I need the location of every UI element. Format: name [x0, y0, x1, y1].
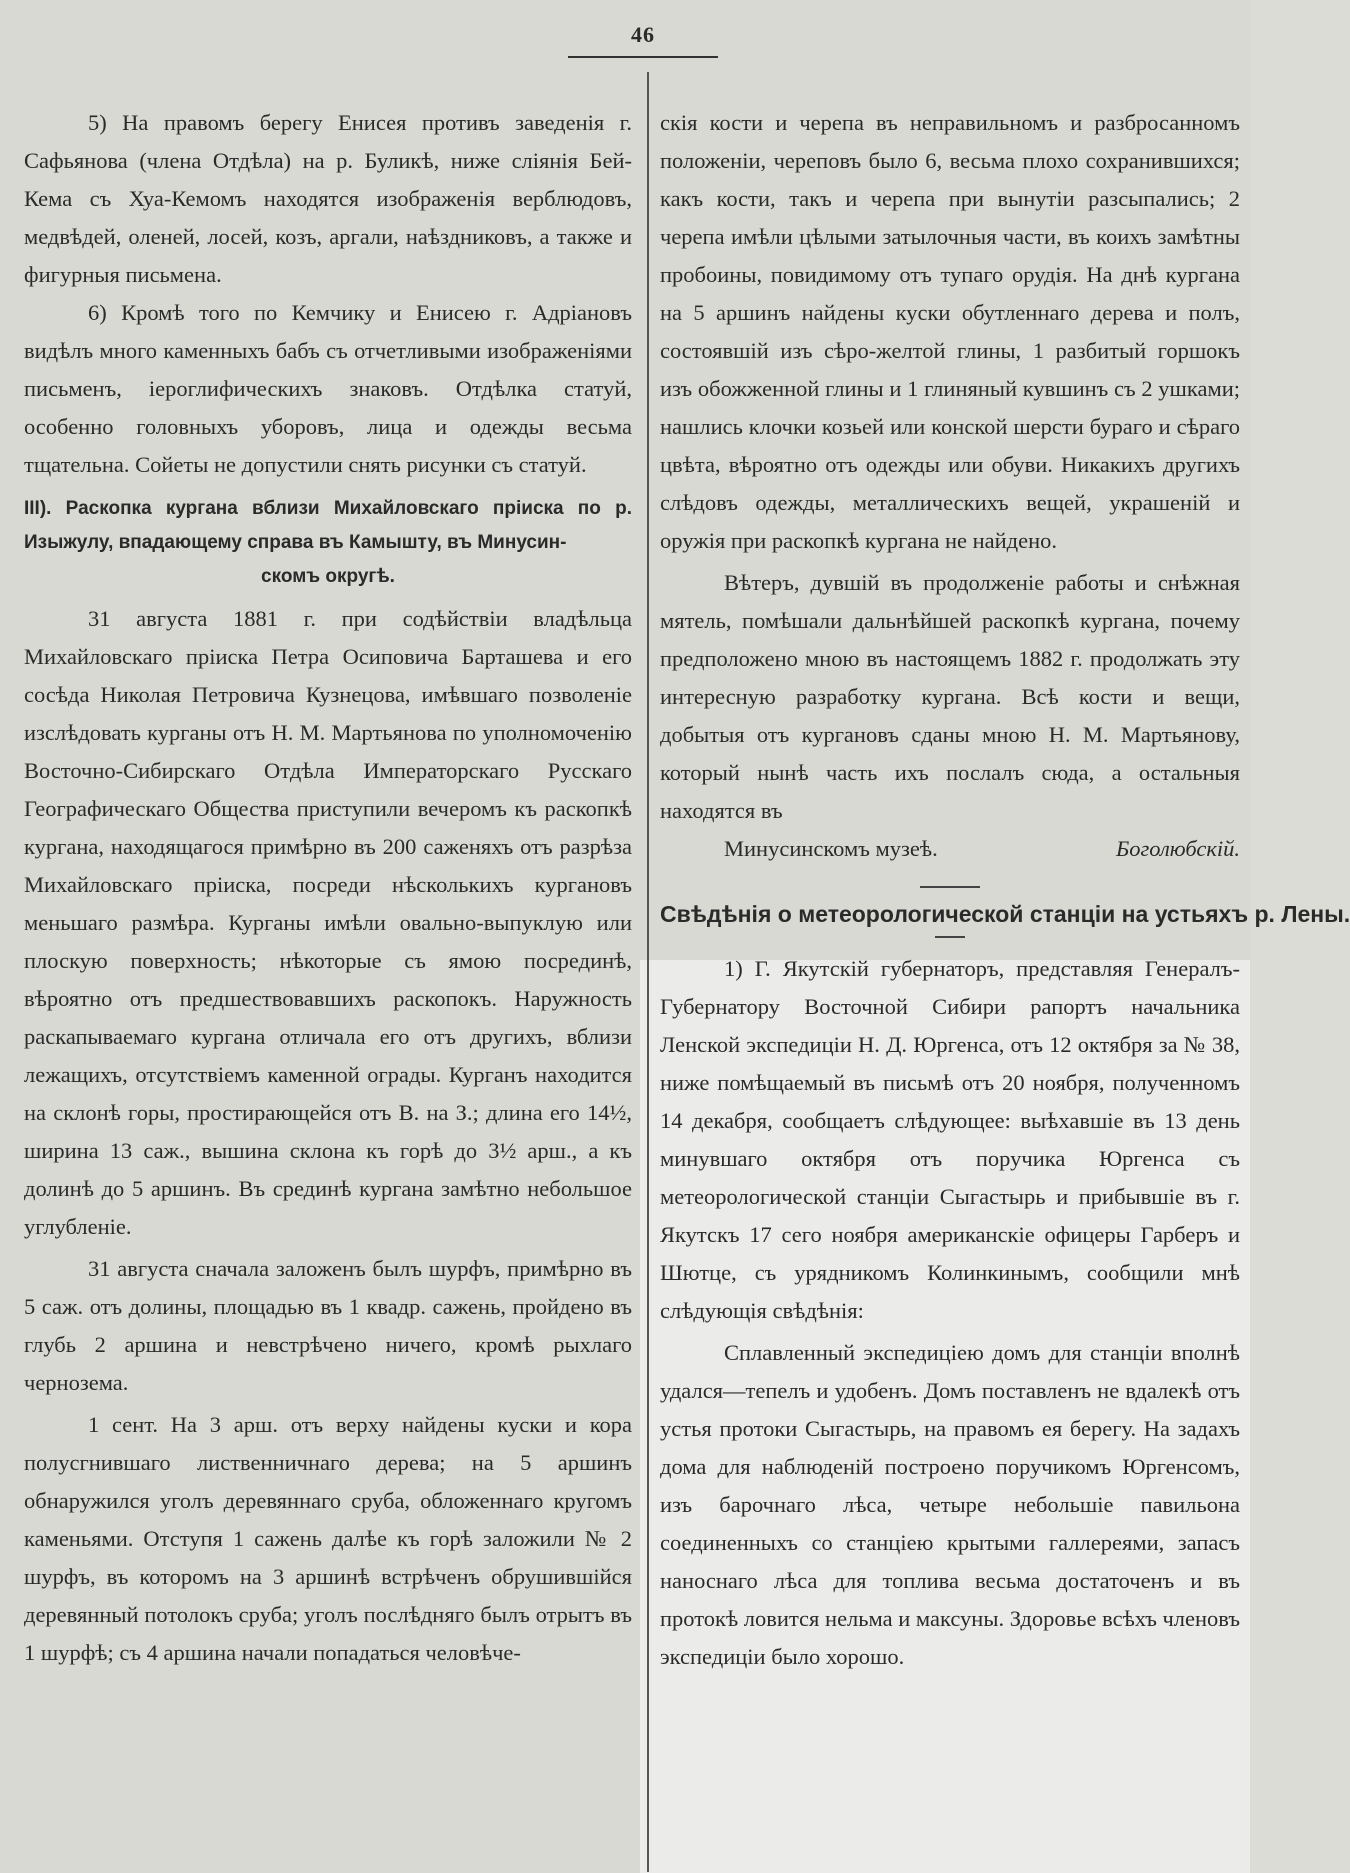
left-paragraph-5: 1 сент. На 3 арш. отъ верху найдены куски и кора полусгнившаго лиственничнаго дерева; на 5 аршинъ обнаружился уголъ деревяннаго сруба, обложеннаго кругомъ каменьями. Отступя 1 сажень далѣе къ горѣ заложили № 2 шурфъ, въ которомъ на 3 аршинѣ встрѣченъ обрушившійся деревянный потолокъ сруба; уголъ послѣдняго былъ отрытъ въ 1 шурфѣ; съ 4 аршина начали попадаться человѣче-: [24, 1412, 632, 1665]
left-paragraph-1: 5) На правомъ берегу Енисея противъ заведенія г. Сафьянова (члена Отдѣла) на р. Буликѣ, ниже сліянія Бей-Кема съ Хуа-Кемомъ находятся изображенія верблюдовъ, медвѣдей, оленей, лосей, козъ, аргали, наѣздниковъ, а также и фигурныя письмена.: [24, 110, 632, 287]
excavation-heading-tail: скомъ округѣ.: [261, 566, 395, 587]
left-paragraph-2: 6) Кромѣ того по Кемчику и Енисею г. Адріановъ видѣлъ много каменныхъ бабъ съ отчетливыми изображеніями письменъ, іероглифическихъ знаковъ. Отдѣлка статуй, особенно головныхъ уборовъ, лица и одежды весьма тщательна. Сойеты не допустили снять рисунки съ статуй.: [24, 300, 632, 477]
left-paragraph-4: 31 августа сначала заложенъ былъ шурфъ, примѣрно въ 5 саж. отъ долины, площадью въ 1 квадр. сажень, пройдено въ глубь 2 аршина и невстрѣчено ничего, кромѣ рыхлаго чернозема.: [24, 1256, 632, 1395]
museum-line: Минусинскомъ музеѣ.: [724, 836, 938, 861]
section-rule: [920, 886, 980, 888]
left-column: [24, 104, 632, 1672]
signature-line: [660, 830, 1240, 868]
author-signature: Боголюбскій.: [1115, 836, 1240, 861]
page-number: 46: [631, 22, 655, 47]
meteorological-heading: Свѣдѣнія о метеорологической станціи на устьяхъ р. Лены.: [660, 901, 1350, 927]
right-paragraph-3: 1) Г. Якутскій губернаторъ, представляя Генералъ-Губернатору Восточной Сибири рапортъ начальника Ленской экспедиціи Н. Д. Юргенса, отъ 12 октября за № 38, ниже помѣщаемый въ письмѣ отъ 20 ноября, полученномъ 14 декабря, сообщаетъ слѣдующее: выѣхавшіе въ 13 день минувшаго октября отъ поручика Юргенса съ метеорологической станціи Сыгастырь и прибывшіе въ г. Якутскъ 17 сего ноября американскіе офицеры Гарберъ и Шютце, съ урядникомъ Колинкинымъ, сообщили мнѣ слѣдующія свѣдѣнія:: [660, 956, 1240, 1323]
column-divider: [647, 72, 649, 1872]
page-number-rule: [568, 56, 718, 58]
right-paragraph-4: Сплавленный экспедиціею домъ для станціи вполнѣ удался—тепелъ и удобенъ. Домъ поставленъ не вдалекѣ отъ устья протоки Сыгастырь, на правомъ ея берегу. На задахъ дома для наблюденій построено поручикомъ Юргенсомъ, изъ барочнаго лѣса, четыре небольшіе павильона соединенныхъ со станціею крытыми галлереями, запасъ наноснаго лѣса для топлива весьма достаточенъ и въ протокѣ ловится нельма и максуны. Здоровье всѣхъ членовъ экспедиціи было хорошо.: [660, 1340, 1240, 1669]
excavation-heading: [24, 492, 632, 594]
right-paragraph-2: Вѣтеръ, дувшій въ продолженіе работы и снѣжная мятель, помѣшали дальнѣйшей раскопкѣ кургана, почему предположено мною въ настоящемъ 1882 г. продолжать эту интересную разработку кургана. Всѣ кости и вещи, добытыя отъ кургановъ сданы мною Н. М. Мартьянову, который нынѣ часть ихъ послалъ сюда, а остальныя находятся въ: [660, 570, 1240, 823]
right-column: [660, 104, 1350, 1676]
right-paragraph-1: скія кости и черепа въ неправильномъ и разбросанномъ положеніи, череповъ было 6, весьма плохо сохранившихся; какъ кости, такъ и черепа при вынутіи разсыпались; 2 черепа имѣли цѣлыми затылочныя части, въ коихъ замѣтны пробоины, повидимому отъ тупаго орудія. На днѣ кургана на 5 аршинъ найдены куски обутленнаго дерева и полъ, состоявшій изъ сѣро-желтой глины, 1 разбитый горшокъ изъ обожженной глины и 1 глиняный кувшинъ съ 2 ушками; нашлись клочки козьей или конской шерсти бураго и сѣраго цвѣта, вѣроятно отъ одежды или обуви. Никакихъ другихъ слѣдовъ одежды, металлическихъ вещей, украшеній и оружія при раскопкѣ кургана не найдено.: [660, 110, 1240, 553]
left-paragraph-3: 31 августа 1881 г. при содѣйствіи владѣльца Михайловскаго пріиска Петра Осиповича Барташева и его сосѣда Николая Петровича Кузнецова, имѣвшаго позволеніе изслѣдовать курганы отъ Н. М. Мартьянова по уполномоченію Восточно-Сибирскаго Отдѣла Императорскаго Русскаго Географическаго Общества приступили вечеромъ къ раскопкѣ кургана, находящагося примѣрно въ 200 саженяхъ отъ разрѣза Михайловскаго пріиска, посреди нѣсколькихъ кургановъ меньшаго размѣра. Курганы имѣли овально-выпуклую или плоскую поверхность; нѣкоторые съ ямою посрединѣ, вѣроятно отъ предшествовавшихъ раскопокъ. Наружность раскапываемаго кургана отличала его отъ другихъ, вблизи лежащихъ, отсутствіемъ каменной ограды. Курганъ находится на склонѣ горы, простирающейся отъ В. на З.; длина его 14½, ширина 13 саж., вышина склона къ горѣ до 3½ арш., а къ долинѣ до 5 аршинъ. Въ срединѣ кургана замѣтно небольшое углубленіе.: [24, 606, 632, 1239]
excavation-heading-main: III). Раскопка кургана вблизи Михайловскаго пріиска по р. Изыжулу, впадающему справа въ Камышту, въ Минусин-: [24, 498, 632, 553]
heading-rule: [935, 936, 965, 938]
